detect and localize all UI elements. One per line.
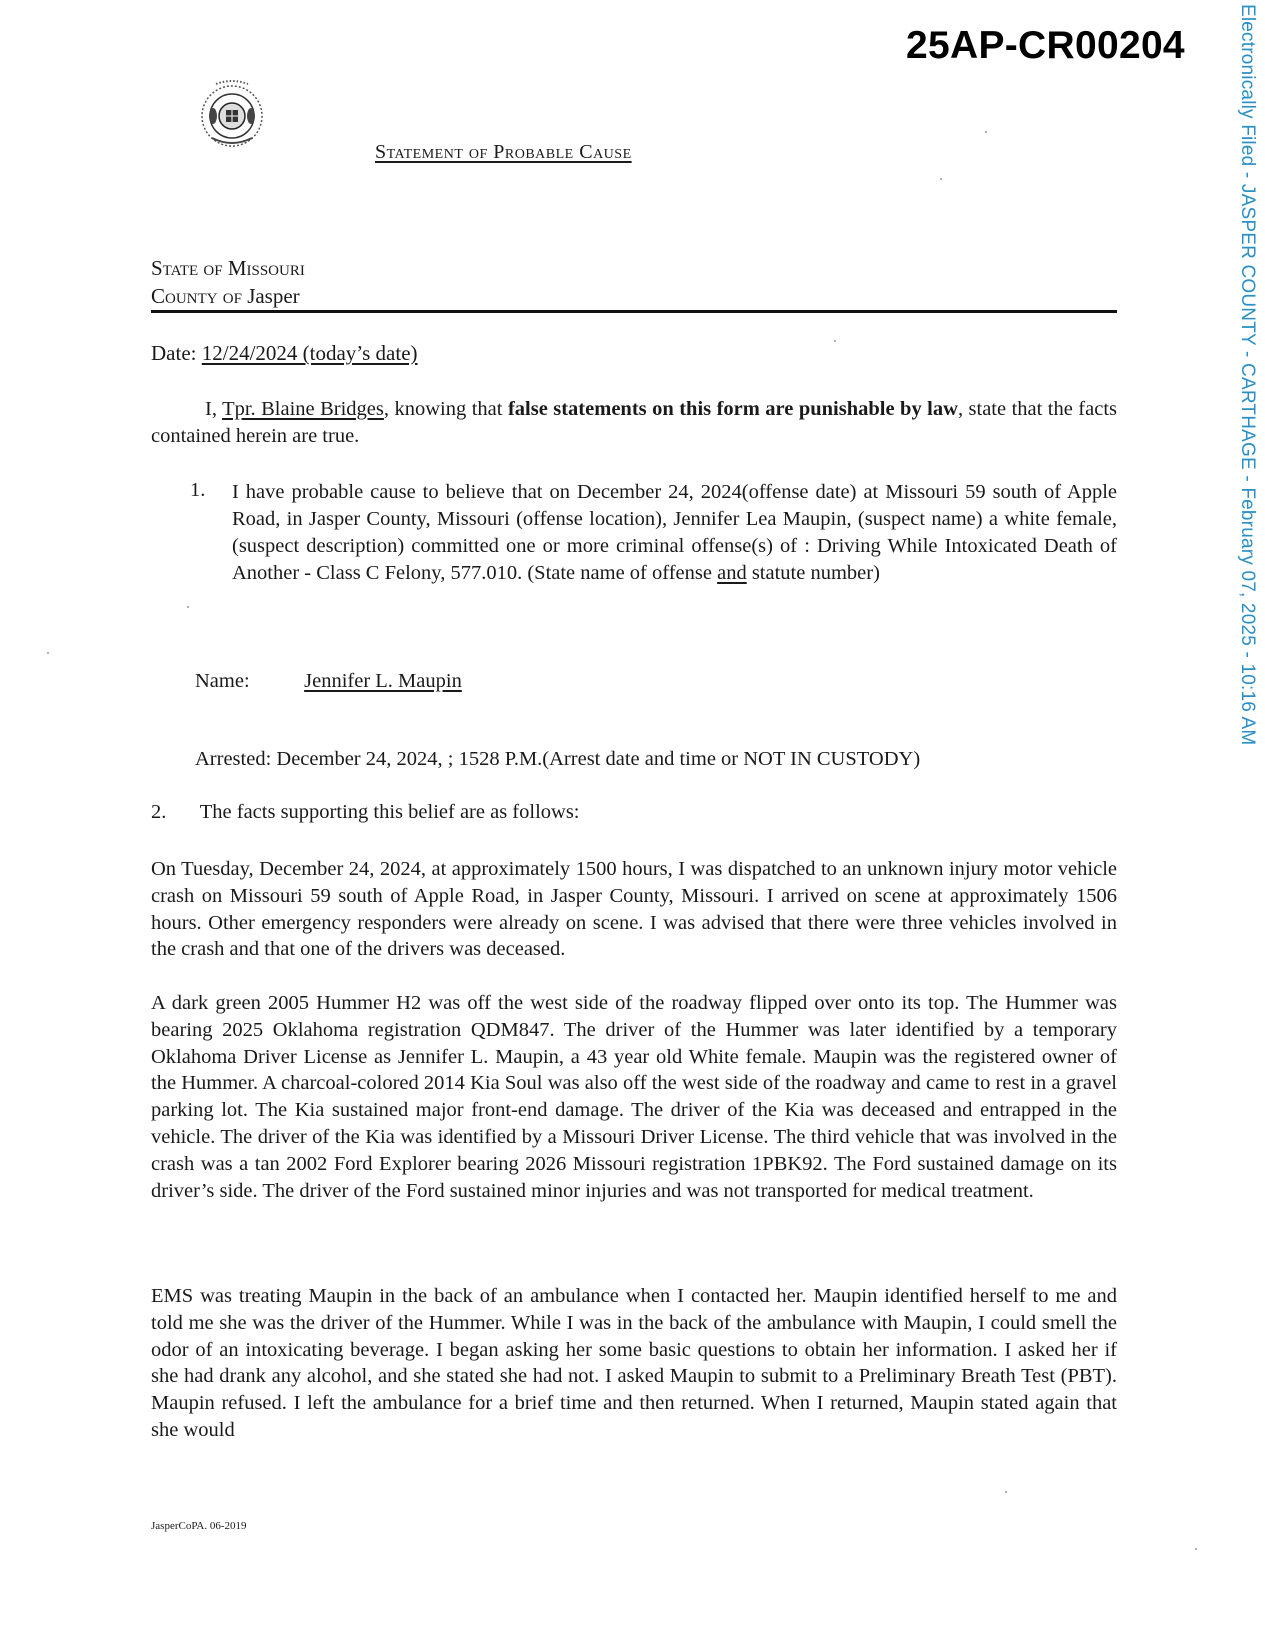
date-value: 12/24/2024 (today’s date) [201, 341, 418, 365]
document-title: Statement of Probable Cause [375, 141, 632, 163]
affirmation-prefix: I, [205, 398, 217, 420]
item-1-number: 1. [190, 479, 206, 501]
name-label: Name: [195, 670, 250, 692]
county-value: Jasper [247, 284, 300, 308]
affirmation-statement [151, 396, 1117, 450]
item-2 [151, 801, 1051, 824]
scan-speck [1005, 1491, 1007, 1493]
state-label: State of [151, 256, 223, 280]
date-line [151, 341, 1051, 366]
arrested-value: December 24, 2024, ; 1528 P.M.(Arrest date and time or NOT IN CUSTODY) [276, 748, 921, 770]
facts-paragraph: A dark green 2005 Hummer H2 was off the west side of the roadway flipped over onto its top. The Hummer was bearing 2025 Oklahoma registration QDM847. The driver of the Hummer was later identified by a temporary Oklahoma Driver License as Jennifer L. Maupin, a 43 year old White female. Maupin was the registered owner of the Hummer. A charcoal-colored 2014 Kia Soul was also off the west side of the roadway and came to rest in a gravel parking lot. The Kia sustained major front-end damage. The driver of the Kia was deceased and entrapped in the vehicle. The driver of the Kia was identified by a Missouri Driver License. The third vehicle that was involved in the crash was a tan 2002 Ford Explorer bearing 2026 Missouri registration 1PBK92. The Ford sustained damage on its driver’s side. The driver of the Ford sustained minor injuries and was not transported for medical treatment. [151, 992, 1117, 1202]
officer-name: Tpr. Blaine Bridges [222, 398, 384, 420]
scan-speck [1195, 1548, 1197, 1550]
form-footer: JasperCoPA. 06-2019 [151, 1520, 247, 1532]
scan-speck [187, 606, 189, 608]
electronic-filing-stamp: Electronically Filed - JASPER COUNTY - CARTHAGE - February 07, 2025 - 10:16 AM [1237, 4, 1258, 746]
facts-paragraph: EMS was treating Maupin in the back of an ambulance when I contacted her. Maupin identified herself to me and told me she was the driver of the Hummer. While I was in the back of the ambulance with Maupin, I could smell the odor of an intoxicating beverage. I began asking her some basic questions to obtain her information. I asked her if she had drank any alcohol, and she stated she had not. I asked Maupin to submit to a Preliminary Breath Test (PBT). Maupin refused. I left the ambulance for a brief time and then returned. When I returned, Maupin stated again that she would [151, 1285, 1117, 1441]
arrested-line [195, 748, 1125, 771]
arrested-label: Arrested: [195, 748, 272, 770]
affirmation-middle: , knowing that [383, 398, 503, 420]
item-2-text: The facts supporting this belief are as follows: [199, 801, 580, 823]
scan-speck [940, 178, 942, 180]
affirmation-suffix: , state that the facts contained herein are true. [151, 398, 1117, 447]
suspect-name-line [195, 670, 795, 693]
state-value: Missouri [227, 256, 305, 280]
item-2-number: 2. [151, 801, 167, 823]
county-label: County of [151, 284, 242, 308]
county-line [151, 282, 1111, 310]
suspect-name-value: Jennifer L. Maupin [304, 670, 462, 692]
facts-paragraph: On Tuesday, December 24, 2024, at approximately 1500 hours, I was dispatched to an unknown injury motor vehicle crash on Missouri 59 south of Apple Road, in Jasper County, Missouri. I arrived on scene at approximately 1506 hours. Other emergency responders were already on scene. I was advised that there were three vehicles involved in the crash and that one of the drivers was deceased. [151, 858, 1117, 961]
jurisdiction-block [151, 254, 1111, 310]
scan-speck [47, 652, 49, 654]
case-number: 25AP-CR00204 [906, 24, 1185, 67]
state-line [151, 254, 1111, 282]
item-1-tail: statute number) [751, 562, 880, 584]
scan-speck [985, 131, 987, 133]
item-1-underlined: and [717, 562, 747, 584]
scan-speck [834, 340, 836, 342]
date-label: Date: [151, 341, 197, 365]
missouri-state-seal-icon [196, 78, 268, 150]
affirmation-warning: false statements on this form are punishable by law [507, 398, 958, 420]
header-divider [151, 310, 1117, 313]
item-1-body: I have probable cause to believe that on December 24, 2024(offense date) at Missouri 59 south of Apple Road, in Jasper County, Missouri (offense location), Jennifer Lea Maupin, (suspect name) a white female, (suspect description) committed one or more criminal offense(s) of : Driving While Intoxicated Death of Another - Class C Felony, 577.010. (State name of offense [232, 481, 1117, 584]
item-1-text [232, 479, 1117, 587]
